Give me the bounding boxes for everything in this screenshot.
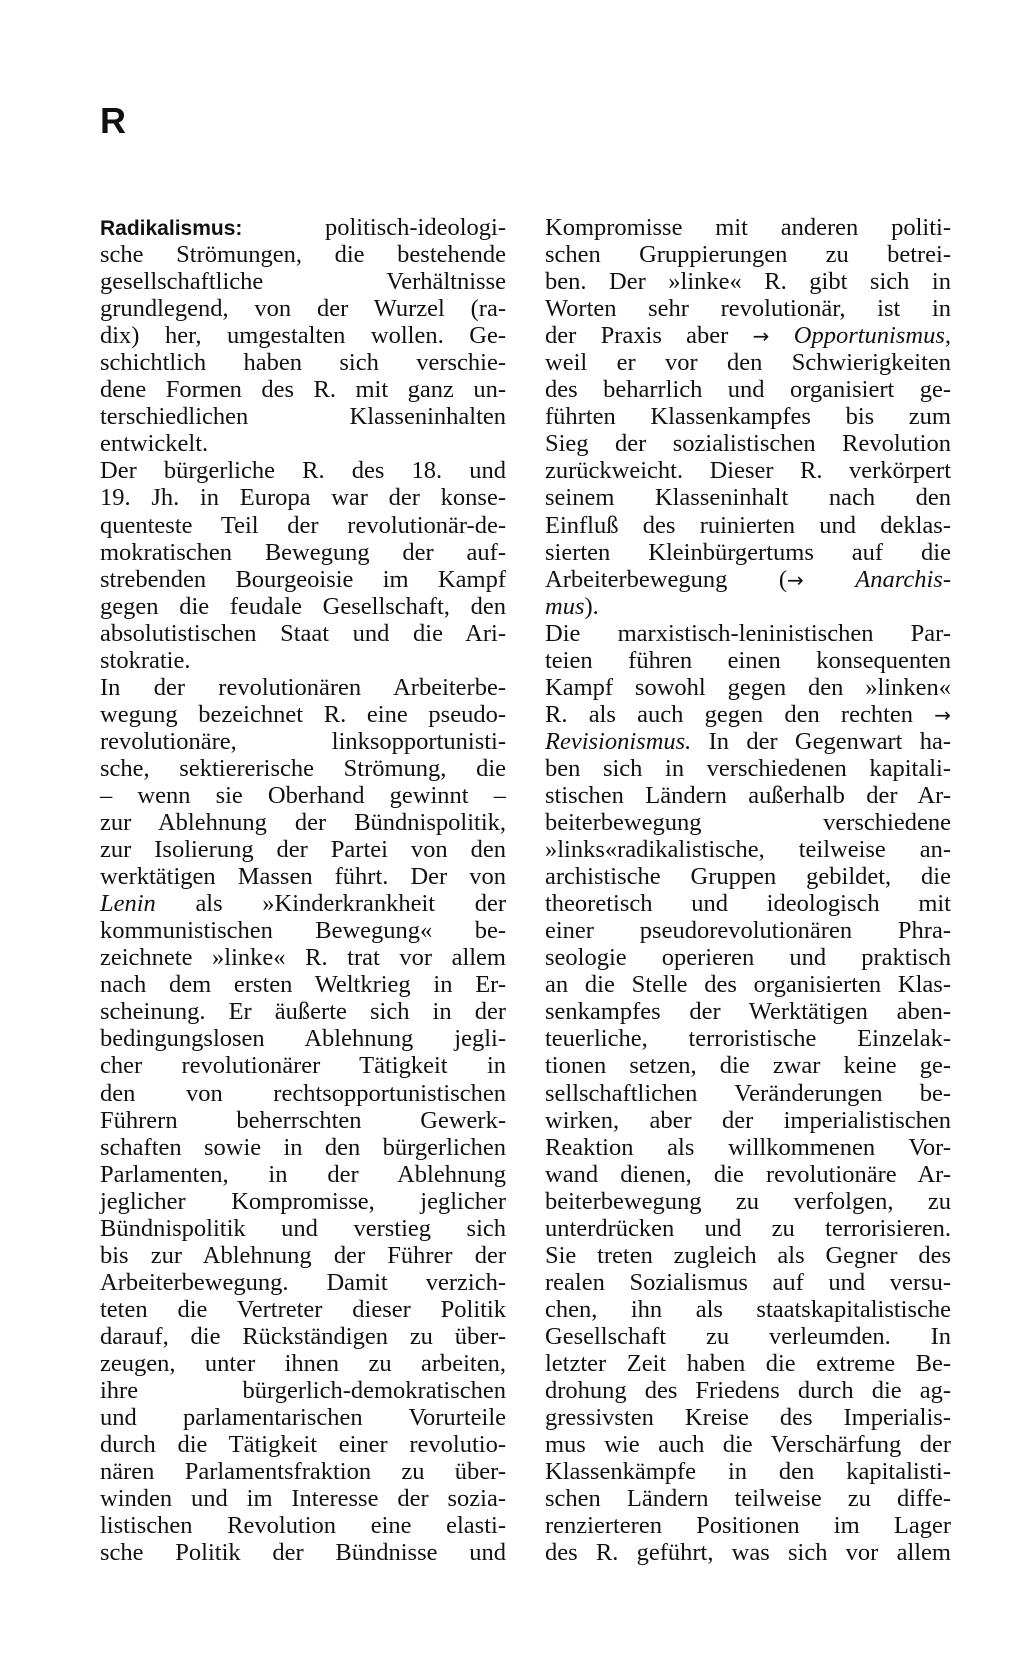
line-text: revolutionäre, linksopportunisti-	[100, 727, 506, 755]
text-line	[100, 214, 506, 241]
text-line	[100, 1296, 506, 1323]
text-line	[100, 430, 506, 457]
text-line	[545, 593, 951, 620]
line-text: cher revolutionärer Tätigkeit in	[100, 1052, 506, 1080]
text-line	[100, 1323, 506, 1350]
text-line	[545, 1161, 951, 1188]
line-text: ihre bürgerlich-demokratischen	[100, 1377, 506, 1405]
line-text	[804, 566, 856, 593]
line-text: Einfluß des ruinierten und deklas-	[545, 511, 951, 539]
entry-headword: Radikalismus:	[100, 217, 243, 240]
text-line	[545, 457, 951, 484]
line-text: wirken, aber der imperialistischen	[545, 1106, 951, 1134]
cross-reference: Lenin	[100, 890, 156, 918]
text-line	[545, 512, 951, 539]
text-line	[100, 512, 506, 539]
line-text: »links«radikalistische, teilweise an-	[545, 836, 951, 864]
text-line	[100, 971, 506, 998]
section-letter: R	[100, 100, 126, 141]
text-line	[100, 1377, 506, 1404]
line-text: gressivsten Kreise des Imperialis-	[545, 1404, 951, 1432]
text-line	[545, 755, 951, 782]
line-text: kommunistischen Bewegung« be-	[100, 917, 506, 945]
line-text: Parlamenten, in der Ablehnung	[100, 1160, 506, 1188]
text-line	[100, 890, 506, 917]
line-text: Gesellschaft zu verleumden. In	[545, 1322, 951, 1350]
line-text: einer pseudorevolutionären Phra-	[545, 917, 951, 945]
text-line	[545, 1242, 951, 1269]
line-text: den von rechtsopportunistischen	[100, 1079, 506, 1107]
text-line	[545, 1485, 951, 1512]
text-line	[545, 863, 951, 890]
text-line	[100, 1350, 506, 1377]
line-text: Reaktion als willkommenen Vor-	[545, 1133, 951, 1161]
line-text: gesellschaftliche Verhältnisse	[100, 268, 506, 296]
text-line	[100, 1161, 506, 1188]
text-line	[100, 1242, 506, 1269]
line-text: tionen setzen, die zwar keine ge-	[545, 1052, 951, 1080]
text-line	[100, 566, 506, 593]
text-line	[545, 647, 951, 674]
text-line	[545, 214, 951, 241]
line-text: und parlamentarischen Vorurteile	[100, 1404, 506, 1432]
line-text: zur Ablehnung der Bündnispolitik,	[100, 809, 506, 837]
line-text: theoretisch und ideologisch mit	[545, 890, 951, 918]
line-text: politisch-ideologi-	[325, 214, 506, 241]
text-line	[545, 1377, 951, 1404]
text-line	[100, 322, 506, 349]
line-text: jeglicher Kompromisse, jeglicher	[100, 1187, 506, 1215]
text-line	[545, 782, 951, 809]
line-text: Kampf sowohl gegen den »linken«	[545, 673, 951, 701]
text-line	[545, 944, 951, 971]
text-line	[100, 620, 506, 647]
line-text: – wenn sie Oberhand gewinnt –	[100, 781, 506, 809]
text-line	[100, 1080, 506, 1107]
text-line	[100, 782, 506, 809]
line-text: seologie operieren und praktisch	[545, 944, 951, 972]
line-text: drohung des Friedens durch die ag-	[545, 1377, 951, 1405]
line-text: schichtlich haben sich verschie-	[100, 349, 506, 377]
text-line	[545, 1404, 951, 1431]
text-line	[545, 241, 951, 268]
text-line	[100, 863, 506, 890]
line-text: an die Stelle des organisierten Klas-	[545, 971, 951, 999]
line-text: Die marxistisch-leninistischen Par-	[545, 619, 951, 647]
text-line	[100, 1485, 506, 1512]
line-text: senkampfes der Werktätigen aben-	[545, 998, 951, 1026]
line-text: als »Kinderkrankheit der	[155, 890, 506, 918]
arrow-right-icon: →	[934, 702, 951, 727]
text-line	[100, 295, 506, 322]
text-line	[100, 809, 506, 836]
text-line	[545, 1539, 951, 1566]
text-line	[100, 539, 506, 566]
text-line	[545, 322, 951, 349]
text-line	[100, 1134, 506, 1161]
line-text: scheinung. Er äußerte sich in der	[100, 998, 506, 1026]
line-text: des beharrlich und organisiert ge-	[545, 376, 951, 404]
line-text: wand dienen, die revolutionäre Ar-	[545, 1160, 951, 1188]
line-text: archistische Gruppen gebildet, die	[545, 863, 951, 891]
line-text: der Praxis aber	[545, 322, 753, 350]
line-text: zeichnete »linke« R. trat vor allem	[100, 944, 506, 972]
line-text: dene Formen des R. mit ganz un-	[100, 376, 506, 404]
line-text: ).	[584, 592, 599, 620]
text-line	[545, 484, 951, 511]
text-line	[100, 998, 506, 1025]
line-text: mus wie auch die Verschärfung der	[545, 1431, 951, 1459]
text-line	[545, 1188, 951, 1215]
text-line	[100, 376, 506, 403]
text-line	[545, 1296, 951, 1323]
line-text: entwickelt.	[100, 430, 209, 458]
text-line	[545, 1269, 951, 1296]
text-line	[545, 1512, 951, 1539]
line-text: bis zur Ablehnung der Führer der	[100, 1241, 506, 1269]
text-line	[545, 1134, 951, 1161]
line-text: ben sich in verschiedenen kapitali-	[545, 754, 951, 782]
cross-reference: mus	[545, 592, 585, 620]
text-line	[100, 268, 506, 295]
line-text: teuerliche, terroristische Einzelak-	[545, 1025, 951, 1053]
text-line	[100, 349, 506, 376]
line-text: Arbeiterbewegung. Damit verzich-	[100, 1268, 506, 1296]
line-text: teien führen einen konsequenten	[545, 646, 951, 674]
line-text: weil er vor den Schwierigkeiten	[545, 349, 951, 377]
line-text: quenteste Teil der revolutionär-de-	[100, 511, 506, 539]
line-text: Klassenkämpfe in den kapitalisti-	[545, 1458, 951, 1486]
line-text: schen Ländern teilweise zu diffe-	[545, 1485, 951, 1513]
text-line	[100, 728, 506, 755]
text-line	[100, 1215, 506, 1242]
line-text: winden und im Interesse der sozia-	[100, 1485, 506, 1513]
text-line	[100, 1107, 506, 1134]
line-text: führten Klassenkampfes bis zum	[545, 403, 951, 431]
line-text: Worten sehr revolutionär, ist in	[545, 295, 951, 323]
text-line	[545, 674, 951, 701]
text-line	[100, 755, 506, 782]
text-line	[545, 809, 951, 836]
text-line	[545, 1350, 951, 1377]
cross-reference: Opportunismus,	[793, 322, 951, 350]
line-text: Bündnispolitik und verstieg sich	[100, 1214, 506, 1242]
text-line	[100, 593, 506, 620]
line-text: absolutistischen Staat und die Ari-	[100, 619, 506, 647]
line-text: teten die Vertreter dieser Politik	[100, 1295, 506, 1323]
text-line	[100, 1512, 506, 1539]
text-line	[100, 1431, 506, 1458]
text-line	[545, 1215, 951, 1242]
text-line	[545, 349, 951, 376]
line-text: 19. Jh. in Europa war der konse-	[100, 484, 506, 512]
text-line	[545, 430, 951, 457]
text-line	[545, 1458, 951, 1485]
line-text: letzter Zeit haben die extreme Be-	[545, 1349, 951, 1377]
line-text: bedingungslosen Ablehnung jegli-	[100, 1025, 506, 1053]
text-line	[100, 1052, 506, 1079]
line-text: Sieg der sozialistischen Revolution	[545, 430, 951, 458]
line-text: sche Strömungen, die bestehende	[100, 241, 506, 269]
text-line	[545, 836, 951, 863]
text-line	[100, 403, 506, 430]
line-text: stokratie.	[100, 646, 191, 674]
text-line	[545, 376, 951, 403]
line-text: In der Gegenwart ha-	[691, 727, 951, 755]
line-text: beiterbewegung zu verfolgen, zu	[545, 1187, 951, 1215]
line-text: durch die Tätigkeit einer revolutio-	[100, 1431, 506, 1459]
line-text: unterdrücken und zu terrorisieren.	[545, 1214, 951, 1242]
text-line	[545, 539, 951, 566]
text-line	[545, 1080, 951, 1107]
line-text: zeugen, unter ihnen zu arbeiten,	[100, 1349, 506, 1377]
arrow-right-icon: →	[787, 567, 804, 592]
line-text: strebenden Bourgeoisie im Kampf	[100, 565, 506, 593]
line-text: Sie treten zugleich als Gegner des	[545, 1241, 951, 1269]
line-text: chen, ihn als staatskapitalistische	[545, 1295, 951, 1323]
line-text: nären Parlamentsfraktion zu über-	[100, 1458, 506, 1486]
line-text: zurückweicht. Dieser R. verkörpert	[545, 457, 951, 485]
line-text: Führern beherrschten Gewerk-	[100, 1106, 506, 1134]
line-text: terschiedlichen Klasseninhalten	[100, 403, 506, 431]
text-line	[100, 917, 506, 944]
text-line	[545, 1052, 951, 1079]
text-line	[100, 1025, 506, 1052]
line-text: grundlegend, von der Wurzel (ra-	[100, 295, 506, 323]
text-line	[100, 674, 506, 701]
text-line	[545, 566, 951, 593]
text-line	[100, 1539, 506, 1566]
text-line	[545, 268, 951, 295]
cross-reference: Anarchis-	[855, 565, 951, 593]
line-text: seinem Klasseninhalt nach den	[545, 484, 951, 512]
text-line	[100, 484, 506, 511]
text-line	[100, 1188, 506, 1215]
text-line	[545, 1107, 951, 1134]
line-text: werktätigen Massen führt. Der von	[100, 863, 506, 891]
line-text: darauf, die Rückständigen zu über-	[100, 1322, 506, 1350]
line-text: wegung bezeichnet R. eine pseudo-	[100, 700, 506, 728]
text-line	[545, 917, 951, 944]
line-text: Arbeiterbewegung (	[545, 565, 787, 593]
text-line	[100, 944, 506, 971]
line-text: sche, sektiererische Strömung, die	[100, 754, 506, 782]
line-text: nach dem ersten Weltkrieg in Er-	[100, 971, 506, 999]
line-text: schaften sowie in den bürgerlichen	[100, 1133, 506, 1161]
text-line	[545, 295, 951, 322]
text-line	[545, 620, 951, 647]
line-text: ben. Der »linke« R. gibt sich in	[545, 268, 951, 296]
line-text: beiterbewegung verschiedene	[545, 809, 951, 837]
line-text: sellschaftlichen Veränderungen be-	[545, 1079, 951, 1107]
text-line	[100, 457, 506, 484]
line-text: R. als auch gegen den rechten	[545, 700, 935, 728]
text-line	[100, 836, 506, 863]
line-text	[769, 322, 793, 349]
line-text: Kompromisse mit anderen politi-	[545, 214, 951, 241]
line-text: Der bürgerliche R. des 18. und	[100, 457, 506, 485]
text-line	[545, 890, 951, 917]
text-line	[100, 1269, 506, 1296]
left-column	[100, 214, 506, 1566]
line-text: stischen Ländern außerhalb der Ar-	[545, 781, 951, 809]
line-text: mokratischen Bewegung der auf-	[100, 538, 506, 566]
text-line	[545, 701, 951, 728]
text-line	[100, 647, 506, 674]
line-text: sche Politik der Bündnisse und	[100, 1539, 506, 1567]
text-line	[545, 728, 951, 755]
arrow-right-icon: →	[752, 324, 770, 349]
line-text: listischen Revolution eine elasti-	[100, 1512, 506, 1540]
text-line	[100, 1404, 506, 1431]
line-text: renzierteren Positionen im Lager	[545, 1512, 951, 1540]
text-line	[545, 1431, 951, 1458]
right-column	[545, 214, 951, 1566]
line-text: zur Isolierung der Partei von den	[100, 836, 506, 864]
line-text: gegen die feudale Gesellschaft, den	[100, 592, 506, 620]
line-text: dix) her, umgestalten wollen. Ge-	[100, 322, 506, 350]
cross-reference: Revisionismus.	[545, 727, 692, 755]
text-line	[545, 1025, 951, 1052]
line-text: realen Sozialismus auf und versu-	[545, 1268, 951, 1296]
text-line	[100, 241, 506, 268]
text-line	[545, 403, 951, 430]
text-line	[545, 1323, 951, 1350]
text-line	[100, 1458, 506, 1485]
line-text: schen Gruppierungen zu betrei-	[545, 241, 951, 269]
line-text: sierten Kleinbürgertums auf die	[545, 538, 951, 566]
text-line	[545, 971, 951, 998]
text-line	[545, 998, 951, 1025]
text-line	[100, 701, 506, 728]
line-text: des R. geführt, was sich vor allem	[545, 1539, 951, 1567]
line-text: In der revolutionären Arbeiterbe-	[100, 673, 506, 701]
